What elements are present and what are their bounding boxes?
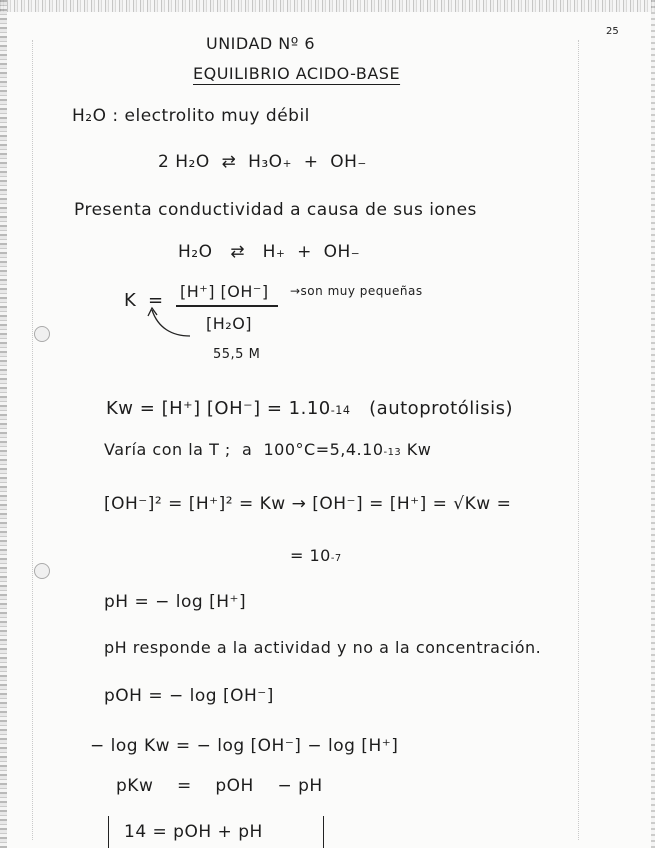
boxed-result: 14 = pOH + pH bbox=[124, 822, 263, 842]
k-numerator: [H⁺] [OH⁻] bbox=[180, 282, 269, 301]
k-note: →son muy pequeñas bbox=[290, 284, 423, 298]
ph-note: pH responde a la actividad y no a la concentración. bbox=[104, 638, 542, 657]
unit-label: UNIDAD Nº 6 bbox=[206, 34, 316, 53]
scan-right-edge bbox=[651, 0, 655, 848]
k-denominator: [H₂O] bbox=[206, 314, 253, 333]
kw-line: Kw = [H⁺] $[OH^-] = 1.10^{-14}$ (autoprotólisis) bbox=[106, 398, 513, 419]
pkw-line: pKw = pOH − pH bbox=[116, 776, 323, 796]
equality-result: = $10^{-7}$ bbox=[290, 546, 342, 565]
varia-line: Varía con la T ; a $100^\circ C=5,4.10^{-13}$ Kw bbox=[104, 440, 432, 459]
page-title: EQUILIBRIO ACIDO-BASE bbox=[193, 64, 401, 83]
scan-left-edge bbox=[0, 0, 7, 848]
scan-top-noise bbox=[0, 0, 655, 12]
equality-line: [OH⁻]² = [H⁺]² = Kw → [OH⁻] = [H⁺] = √Kw = bbox=[104, 494, 512, 514]
poh-definition: pOH = − log [OH⁻] bbox=[104, 686, 274, 706]
curved-arrow-icon bbox=[144, 304, 194, 342]
k-symbol: K bbox=[124, 290, 137, 311]
water-concentration: 55,5 M bbox=[213, 347, 261, 362]
ph-definition: pH = − log [H⁺] bbox=[104, 592, 247, 612]
log-kw-line: − log Kw = − log [OH⁻] − log [H⁺] bbox=[90, 736, 399, 756]
reaction-2: H₂O ⇄ H+ + OH− bbox=[178, 242, 361, 262]
scan-margin-line bbox=[32, 40, 34, 840]
conductivity-text: Presenta conductividad a causa de sus iones bbox=[74, 200, 477, 220]
punch-hole-upper bbox=[34, 326, 50, 342]
scan-crease-line bbox=[578, 40, 580, 840]
reaction-1: 2 H₂O ⇄ H₃O+ + OH− bbox=[158, 152, 367, 172]
intro-text: H₂O : electrolito muy débil bbox=[72, 106, 310, 126]
page-number: 25 bbox=[606, 26, 619, 37]
k-equals: = bbox=[148, 290, 164, 311]
punch-hole-lower bbox=[34, 563, 50, 579]
